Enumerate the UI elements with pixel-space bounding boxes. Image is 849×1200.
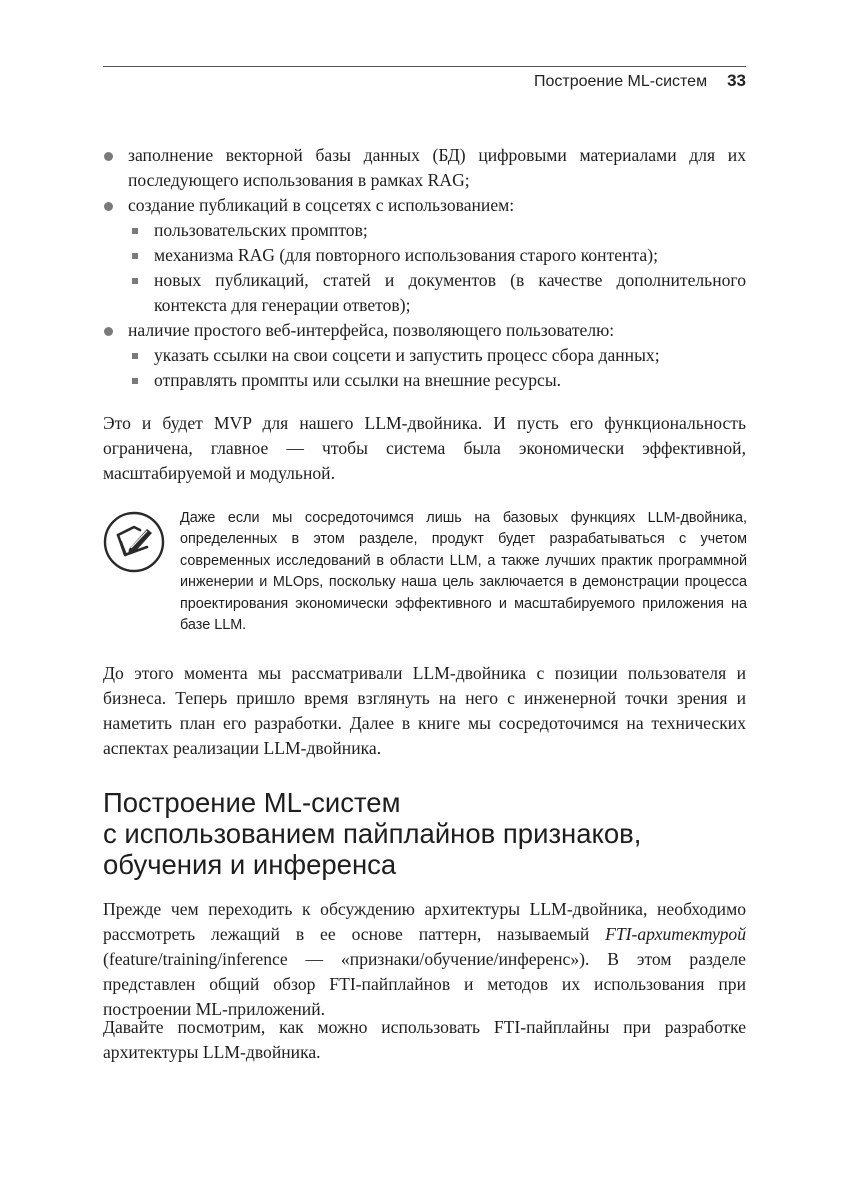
- bullet-square-icon: [132, 228, 138, 234]
- sub-list-item-text: отправлять промпты или ссылки на внешние ресурсы.: [154, 370, 562, 390]
- sub-list-item: [128, 368, 746, 393]
- bullet-dot-icon: [104, 152, 113, 161]
- running-header: [534, 71, 746, 91]
- paragraph-engineering: До этого момента мы рассматривали LLM-двойника с позиции пользователя и бизнеса. Теперь пришло время взглянуть на него с инженерной точки зрения и наметить план его разработки. Далее в книге мы сосредоточимся на технических аспектах реализации LLM-двойника.: [103, 663, 746, 758]
- sub-list-item-text: механизма RAG (для повторного использования старого контента);: [154, 245, 658, 265]
- bullet-square-icon: [132, 278, 138, 284]
- section-heading-line: Построение ML-систем: [103, 787, 401, 818]
- list-item: [103, 193, 746, 318]
- sub-list-item: [128, 218, 746, 243]
- sub-list-item: [128, 343, 746, 368]
- bullet-square-icon: [132, 378, 138, 384]
- requirements-list: [103, 143, 746, 393]
- paragraph-fti: [103, 897, 746, 1022]
- bullet-square-icon: [132, 253, 138, 259]
- page-number: 33: [727, 71, 746, 90]
- pencil-note-icon: [103, 511, 165, 573]
- paragraph-mvp: Это и будет MVP для нашего LLM-двойника. И пусть его функциональность ограничена, главное — чтобы система была экономически эффективной, масштабируемой и модульной.: [103, 413, 746, 483]
- list-item-text: заполнение векторной базы данных (БД) цифровыми материалами для их последующего использования в рамках RAG;: [128, 145, 746, 190]
- list-item: [103, 318, 746, 393]
- bullet-dot-icon: [104, 327, 113, 336]
- sub-list: [128, 218, 746, 318]
- note-text: Даже если мы сосредоточимся лишь на базовых функциях LLM-двойника, определенных в этом разделе, продукт будет разрабатываться с учетом современных исследований в области LLM, а также лучших практик программной инженерии и MLOps, поскольку наша цель заключается в демонстрации процесса проектирования экономически эффективного и масштабируемого приложения на базе LLM.: [180, 510, 747, 634]
- sub-list-item-text: новых публикаций, статей и документов (в качестве дополнительного контекста для генерации ответов);: [154, 270, 746, 315]
- sub-list-item: [128, 243, 746, 268]
- running-title: Построение ML-систем: [534, 73, 708, 90]
- section-heading-line: обучения и инференса: [103, 849, 397, 880]
- sub-list-item: [128, 268, 746, 318]
- sub-list: [128, 343, 746, 393]
- paragraph-final: Давайте посмотрим, как можно использовать FTI-пайплайны при разработке архитектуры LLM-двойника.: [103, 1017, 746, 1062]
- sub-list-item-text: пользовательских промптов;: [154, 220, 368, 240]
- list-item-text: создание публикаций в соцсетях с использованием:: [128, 195, 515, 215]
- paragraph-fti-text: (feature/training/inference — «признаки/обучение/инференс»). В этом разделе представлен общий обзор FTI-пайплайнов и методов их использования при построении ML-приложений.: [103, 949, 746, 1019]
- list-item-text: наличие простого веб-интерфейса, позволяющего пользователю:: [128, 320, 615, 340]
- bullet-square-icon: [132, 353, 138, 359]
- section-heading-line: с использованием пайплайнов признаков,: [103, 818, 642, 849]
- sub-list-item-text: указать ссылки на свои соцсети и запустить процесс сбора данных;: [154, 345, 660, 365]
- section-heading: [103, 787, 763, 880]
- bullet-dot-icon: [104, 202, 113, 211]
- paragraph-fti-text: Прежде чем переходить к обсуждению архитектуры LLM-двойника, необходимо рассмотреть лежащий в ее основе паттерн, называемый: [103, 899, 746, 944]
- list-item: [103, 143, 746, 193]
- header-rule: [103, 66, 746, 67]
- fti-architecture-term: FTI-архитектурой: [605, 924, 746, 944]
